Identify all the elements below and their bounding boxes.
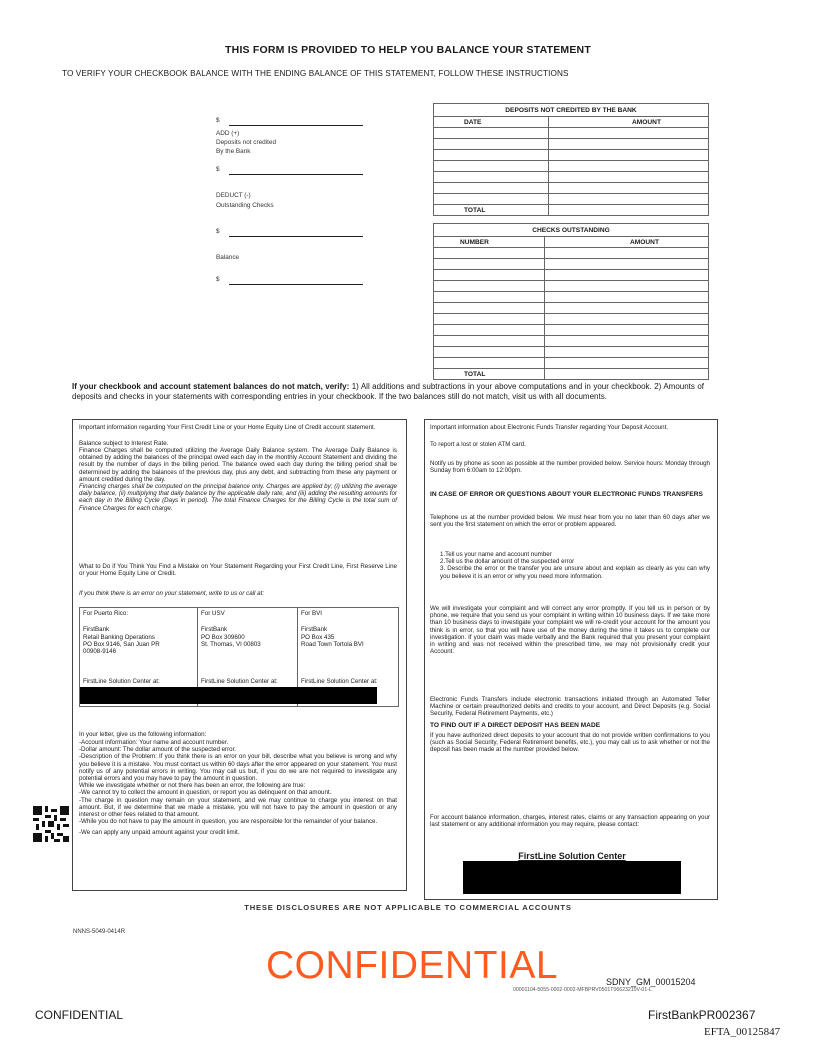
usv-heading: For USV (201, 610, 225, 617)
add-sublabel-2: By the Bank (216, 148, 251, 155)
solution-center-label: FirstLine Solution Center at: (201, 678, 278, 685)
firstbank-bates-number: FirstBankPR002367 (648, 1008, 756, 1022)
list-item: 2.Tell us the dollar amount of the suspected error (440, 558, 575, 566)
amount-header: AMOUNT (545, 237, 709, 248)
add-sublabel: Deposits not credited (216, 139, 277, 146)
efta-number: EFTA_00125847 (704, 1026, 781, 1038)
commercial-disclaimer: THESE DISCLOSURES ARE NOT APPLICABLE TO COMMERCIAL ACCOUNTS (244, 903, 572, 912)
address-line: PO Box 435 (301, 633, 335, 641)
balance-line (229, 284, 363, 285)
eft-heading: Important information about Electronic Funds Transfer regarding Your Deposit Account. (430, 424, 669, 431)
address-line: FirstBank (301, 626, 328, 634)
investigation-paragraph: We will investigate your complaint and will correct any error promptly. If you tell us in person or by phone, we require that you send us your complaint in writing within 10 business days. If we take more than 10 business days to investigate your complaint we will re-credit your account for the amount you think is in error, so that you will have use of the money during the time it takes us to complete our investigation. If your claim was made verbally and the Bank required that you present your complaint in writing and was not received within the prescribed time, we may not provisionally credit your Account. (430, 605, 710, 656)
list-item: -The charge in question may remain on your statement, and we may continue to charge you interest on that amount. But, if we determine that we made a mistake, you will not have to pay the amount in question or any interest or other fees related to that amount. (79, 796, 397, 819)
amount-header: AMOUNT (549, 117, 709, 128)
balance-label: Balance (216, 254, 240, 261)
deduct-label: DEDUCT (-) (216, 192, 251, 199)
list-item: While we investigate whether or not there has been an error, the following are true: (79, 782, 306, 790)
solution-center-label: FirstLine Solution Center at: (83, 678, 160, 685)
form-number: NNNS-5049-0414R (73, 929, 126, 935)
subtotal-line (229, 174, 363, 175)
interest-rate-note: Balance subject to Interest Rate. (79, 440, 169, 447)
letter-info-list (79, 739, 397, 837)
date-header: DATE (434, 117, 549, 128)
address-line: PO Box 9146, San Juan PR (83, 640, 160, 648)
mistake-heading: What to Do if You Think You Find a Mistake on Your Statement Regarding your First Credit Line, First Reserve Line or your Home Equity Line or Credit. (79, 563, 397, 578)
deposits-not-credited-table (433, 103, 709, 216)
address-line: St. Thomas, VI 00803 (201, 640, 261, 648)
checks-table-title: CHECKS OUTSTANDING (434, 224, 709, 237)
add-label: ADD (+) (216, 130, 240, 137)
list-item: 3. Describe the error or the transfer you are unsure about and explain as clearly as you can why you believe it is an error or why you need more information. (440, 565, 710, 580)
form-subtitle: TO VERIFY YOUR CHECKBOOK BALANCE WITH THE ENDING BALANCE OF THIS STATEMENT, FOLLOW THESE INSTRUCTIONS (62, 69, 569, 78)
verify-instructions (72, 382, 704, 401)
deduct-line (229, 236, 363, 237)
write-or-call-note: If you think there is an error on your statement, write to us or call at: (79, 590, 265, 597)
solution-center-label: FirstLine Solution Center at: (301, 678, 378, 685)
solution-center-label: FirstLine Solution Center (518, 851, 626, 861)
deduct-sublabel: Outstanding Checks (216, 202, 274, 209)
form-title: THIS FORM IS PROVIDED TO HELP YOU BALANCE YOUR STATEMENT (225, 44, 591, 56)
checks-total-label: TOTAL (434, 369, 545, 380)
dollar-sign: $ (216, 117, 220, 124)
list-item: -We cannot try to collect the amount in question, or report you as delinquent on that amount. (79, 789, 332, 797)
list-item: -Account information: Your name and account number. (79, 739, 229, 746)
finance-charges-italic: Financing charges shall be computed on the principal balance only. Charges are applied by; (i) utilizing the average daily balance, (ii) multiplying that daily balance by the applicable daily rate, and (iii) adding the resulting amounts for each day in the Billing Cycle (Days in period). The total Finance Charges for the Billing Cycle is the total sum of Finance Charges for each charge. (79, 483, 397, 512)
verify-lead: If your checkbook and account statement balances do not match, verify: (72, 382, 350, 391)
letter-info-intro: In your letter, give us the following information: (79, 731, 207, 738)
list-item: -We can apply any unpaid amount against your credit limit. (79, 829, 240, 837)
number-header: NUMBER (434, 237, 545, 248)
notify-phone: Notify us by phone as soon as possible at the number provided below. Service hours: Monday through Sunday from 6:00am to 12:00pm. (430, 460, 710, 475)
direct-deposit-heading: TO FIND OUT IF A DIRECT DEPOSIT HAS BEEN MADE (430, 722, 601, 729)
error-questions-heading: IN CASE OF ERROR OR QUESTIONS ABOUT YOUR ELECTRONIC FUNDS TRANSFERS (430, 491, 703, 498)
list-item: -Description of the Problem: If you think there is an error on your bill, describe what you believe is wrong and why you believe it is a mistake. You must contact us within 60 days after the error appeared on your statement. You must notify us of any potential errors in writing. You may call us but, if you do we are not required to investigate any potential errors and you may have to pay the amount in question. (79, 753, 397, 783)
report-lost-card: To report a lost or stolen ATM card. (430, 441, 526, 448)
direct-deposit-body: If you have authorized direct deposits to your account that do not provide written confirmations to you (such as Social Security, Federal Retirement benefits, etc.), you may call us to ask whether or not the deposit has been made at the number provided below. (430, 732, 710, 754)
confidential-label: CONFIDENTIAL (35, 1008, 124, 1022)
address-line: Retail Banking Operations (83, 633, 155, 641)
dollar-sign: $ (216, 228, 220, 235)
error-questions-body: Telephone us at the number provided below. We must hear from you no later than 60 days after we sent you the first statement on which the error or problem appeared. (430, 514, 710, 529)
balance-info-paragraph: For account balance information, charges, interest rates, claims or any transaction appearing on your last statement or any additional information you may require, please contact: (430, 814, 710, 829)
list-item: 1.Tell us your name and account number (440, 551, 552, 558)
eft-definition: Electronic Funds Transfers include electronic transactions initiated through an Automated Teller Machine or certain preauthorized debits and credits to your account, and Direct Deposits (e.g. Social Security, Federal Retirement Payments, etc.) (430, 696, 710, 718)
verify-text: 1) All additions and subtractions in your above computations and in your checkbook. 2) Amounts of deposits and checks in your statements with corresponding entries in your checkbook. If the two balances still do not match, visit us with all documents. (72, 382, 704, 401)
dollar-sign: $ (216, 276, 220, 283)
redacted-phone-number (463, 861, 681, 894)
list-item: -Dollar amount: The dollar amount of the suspected error. (79, 746, 237, 754)
puerto-rico-heading: For Puerto Rico: (83, 610, 129, 617)
address-line: FirstBank (83, 626, 110, 634)
address-line: Road Town Tortola BVI (301, 640, 364, 648)
list-item: -While you do not have to pay the amount in question, you are responsible for the remainder of your balance. (79, 818, 378, 826)
address-line: FirstBank (201, 626, 228, 634)
redacted-phone-numbers (80, 687, 377, 704)
checkbook-balance-line (229, 125, 363, 126)
sdny-bates-number: SDNY_GM_00015204 (606, 977, 696, 987)
deposits-table-title: DEPOSITS NOT CREDITED BY THE BANK (434, 104, 709, 117)
error-steps-list (440, 551, 710, 580)
checks-outstanding-table (433, 223, 709, 380)
address-line: PO Box 309600 (201, 633, 245, 641)
document-control-code: 00001104-5055-0002-0002-MFBPRV0501T06623210V-01-L (513, 987, 652, 993)
deposits-total-label: TOTAL (434, 205, 549, 216)
confidential-stamp: CONFIDENTIAL (266, 944, 559, 987)
finance-charges-paragraph: Finance Charges shall be computed utilizing the Average Daily Balance system. The Average Daily Balance is obtained by adding the balances of the principal owed each day in the monthly Account Statement and dividing the result by the number of days in the billing period. The balance owed each day during the billing period shall be determined by adding the balances of the previous day, plus any debt, and subtracting from these any payment or amount credited during the day. (79, 447, 397, 483)
dollar-sign: $ (216, 166, 220, 173)
credit-line-heading: Important information regarding Your First Credit Line or your Home Equity Line of Credit account statement. (79, 424, 376, 431)
qr-code-icon (33, 806, 69, 842)
bvi-heading: For BVI (301, 610, 322, 617)
address-line: 00908-9146 (83, 648, 117, 656)
